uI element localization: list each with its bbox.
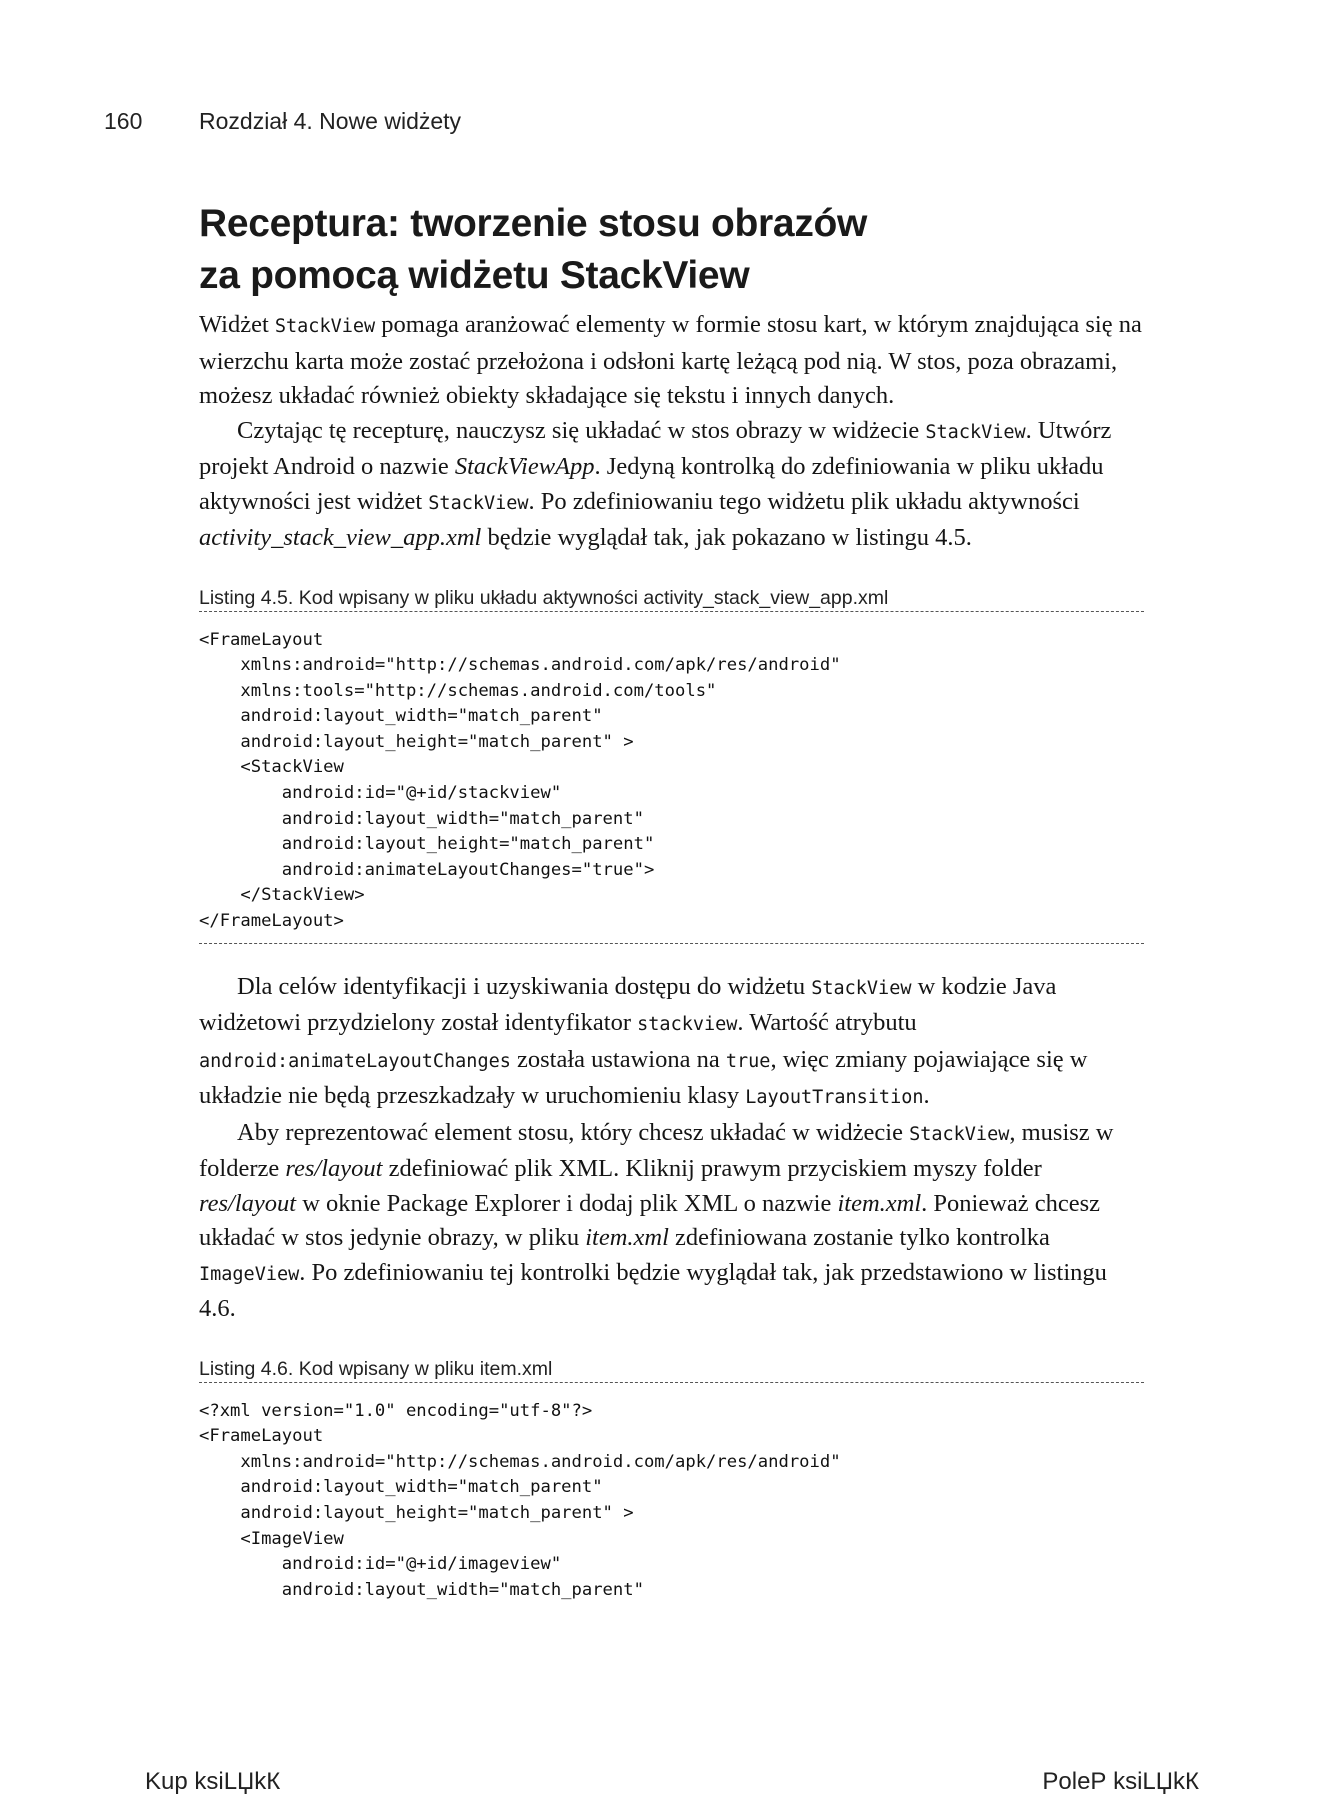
italic-path: res/layout xyxy=(199,1189,297,1217)
inline-code: true xyxy=(725,1050,771,1072)
text: . Ponieważ chcesz układać w stos jedynie obrazy, w pliku xyxy=(199,1189,1101,1252)
text: . xyxy=(923,1082,930,1110)
text: w kodzie Java widżetowi przydzielony został identyfikator xyxy=(199,972,1057,1037)
text: pomaga aranżować elementy w formie stosu kart, w którym znajdująca się na wierzchu karta może zostać przełożona i odsłoni kartę leżącą pod nią. W stos, poza obrazami, możesz układać również obiekty składające się tekstu i innych danych. xyxy=(199,311,1142,409)
text: . Jedyną kontrolką do zdefiniowania w pliku układu aktywności jest widżet xyxy=(199,453,1104,515)
text: zdefiniować plik XML. Kliknij prawym przyciskiem myszy folder xyxy=(382,1155,1042,1183)
paragraph-1 xyxy=(199,308,1144,414)
listing-caption: Listing 4.5. Kod wpisany w pliku układu aktywności activity_stack_view_app.xml xyxy=(199,586,1144,612)
italic-filename: item.xml xyxy=(585,1224,669,1252)
code-block: <FrameLayout xmlns:android="http://schemas.android.com/apk/res/android" xmlns:tools="http://schemas.android.com/tools" android:layout_width="match_parent" android:layout_height="match_parent" > <StackView android:id="@+id/stackview" android:layout_width="match_parent" android:layout_height="match_parent" android:animateLayoutChanges="true"> </StackView> </FrameLayout> xyxy=(199,629,841,932)
text: , więc zmiany pojawiające się w układzie nie będą przeszkadzały w uruchomieniu klasy xyxy=(199,1045,1088,1110)
chapter-title: Rozdział 4. Nowe widżety xyxy=(199,108,462,134)
listing-4-5 xyxy=(199,586,1144,944)
italic-path: res/layout xyxy=(285,1155,383,1183)
text: została ustawiona na xyxy=(510,1045,726,1073)
text: . Po zdefiniowaniu tej kontrolki będzie wyglądał tak, jak przedstawiono w listingu 4.6. xyxy=(199,1258,1107,1323)
inline-code: LayoutTransition xyxy=(745,1087,924,1109)
text: . Utwórz projekt Android o nazwie xyxy=(199,416,1112,480)
paragraph-4 xyxy=(199,1116,1144,1327)
section-title-line2: za pomocą widżetu StackView xyxy=(199,254,750,297)
italic-term: StackViewApp xyxy=(454,453,595,480)
inline-code: android:animateLayoutChanges xyxy=(199,1050,511,1072)
page-content xyxy=(199,198,1144,1603)
text: . Po zdefiniowaniu tego widżetu plik układu aktywności xyxy=(528,487,1080,515)
text: Aby reprezentować element stosu, który chcesz układać w widżecie xyxy=(237,1118,910,1146)
text: w oknie Package Explorer i dodaj plik XML o nazwie xyxy=(296,1189,838,1217)
listing-end-rule xyxy=(199,943,1144,944)
text: Czytając tę recepturę, nauczysz się układać w stos obrazy w widżecie xyxy=(237,416,926,444)
section-title xyxy=(199,198,1144,302)
code-block: <?xml version="1.0" encoding="utf-8"?> <FrameLayout xmlns:android="http://schemas.android.com/apk/res/android" android:layout_width="match_parent" android:layout_height="match_parent" > <ImageView android:id="@+id/imageview" android:layout_width="match_parent" xyxy=(199,1400,841,1600)
text: Widżet xyxy=(199,311,275,338)
inline-code: StackView xyxy=(925,421,1026,443)
paragraph-2 xyxy=(199,414,1144,556)
inline-code: StackView xyxy=(274,316,376,337)
inline-code: StackView xyxy=(811,977,912,999)
text: zdefiniowana zostanie tylko kontrolka xyxy=(668,1224,1050,1252)
listing-caption: Listing 4.6. Kod wpisany w pliku item.xml xyxy=(199,1357,1144,1383)
page-number: 160 xyxy=(104,108,143,134)
text: . Wartość atrybutu xyxy=(737,1009,917,1037)
inline-code: StackView xyxy=(428,492,529,514)
listing-4-6 xyxy=(199,1357,1144,1604)
italic-filename: activity_stack_view_app.xml xyxy=(199,524,482,551)
buy-book-link[interactable]: Kup ksiLЏkК xyxy=(145,1768,281,1795)
text: będzie wyglądał tak, jak pokazano w listingu 4.5. xyxy=(481,524,972,551)
inline-code: ImageView xyxy=(199,1263,300,1285)
recommend-book-link[interactable]: PoleР ksiLЏkК xyxy=(1042,1768,1199,1795)
inline-code: StackView xyxy=(909,1123,1010,1145)
text: , musisz w folderze xyxy=(199,1118,1114,1183)
inline-code: stackview xyxy=(637,1014,738,1036)
paragraph-3 xyxy=(199,970,1144,1116)
page-header xyxy=(104,108,462,135)
section-title-line1: Receptura: tworzenie stosu obrazów xyxy=(199,202,868,245)
italic-filename: item.xml xyxy=(837,1189,922,1217)
text: Dla celów identyfikacji i uzyskiwania dostępu do widżetu xyxy=(237,972,812,1000)
